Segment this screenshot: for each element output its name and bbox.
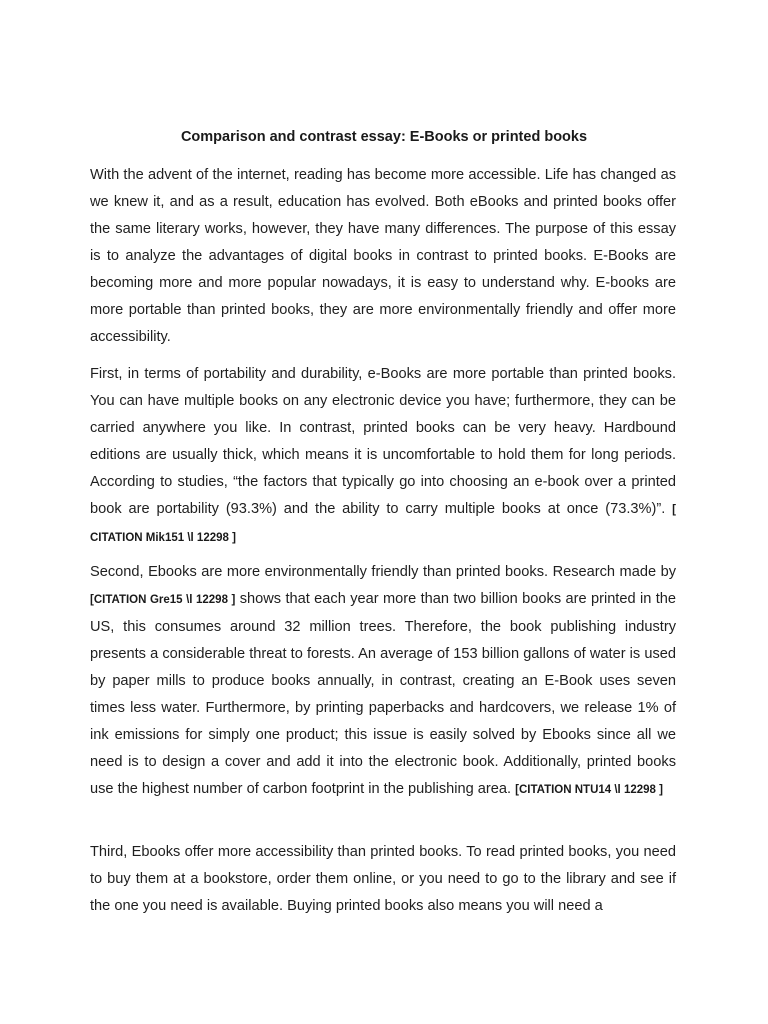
paragraph-environment-text-end: shows that each year more than two billion books are printed in the US, this consumes around 32 million trees. Therefore, the book publishing industry presents a considerable threat to forests. An average of 153 billion gallons of water is used by paper mills to produce books annually, in contrast, creating an E-Book uses seven times less water. Furthermore, by printing paperbacks and hardcovers, we release 1% of ink emissions for simply one product; this issue is easily solved by Ebooks since all we need is to design a cover and add it into the electronic book. Additionally, printed books use the highest number of carbon footprint in the publishing area. <box>90 591 677 797</box>
paragraph-intro-text: With the advent of the internet, reading has become more accessible. Life has changed as we knew it, and as a result, education has evolved. Both eBooks and printed books offer the same literary works, however, they have many differences. The purpose of this essay is to analyze the advantages of digital books in contrast to printed books. E-Books are becoming more and more popular nowadays, it is easy to understand why. E-books are more portable than printed books, they are more environmentally friendly and offer more accessibility. <box>90 167 676 345</box>
paragraph-portability-text: First, in terms of portability and durability, e-Books are more portable than printed books. You can have multiple books on any electronic device you have; furthermore, they can be carried anywhere you like. In contrast, printed books can be very heavy. Hardbound editions are usually thick, which means it is uncomfortable to hold them for long periods. According to studies, “the factors that typically go into choosing an e-book over a printed book are portability (93.3%) and the ability to carry multiple books at once (73.3%)”. <box>90 366 676 517</box>
citation-gre15: [CITATION Gre15 \l 12298 ] <box>90 594 236 606</box>
citation-mik151: [ CITATION Mik151 \l 12298 ] <box>90 504 676 544</box>
paragraph-accessibility-text: Third, Ebooks offer more accessibility than printed books. To read printed books, you need to buy them at a bookstore, order them online, or you need to go to the library and see if the one you need is available. Buying printed books also means you will need a <box>90 844 676 914</box>
paragraph-accessibility <box>90 839 676 920</box>
citation-ntu14: [CITATION NTU14 \l 12298 ] <box>515 784 663 796</box>
paragraph-intro <box>90 162 676 351</box>
paragraph-environment <box>90 559 676 804</box>
paragraph-portability <box>90 361 676 552</box>
paragraph-environment-text-start: Second, Ebooks are more environmentally friendly than printed books. Research made by <box>90 564 676 580</box>
essay-title: Comparison and contrast essay: E-Books or printed books <box>180 129 588 145</box>
